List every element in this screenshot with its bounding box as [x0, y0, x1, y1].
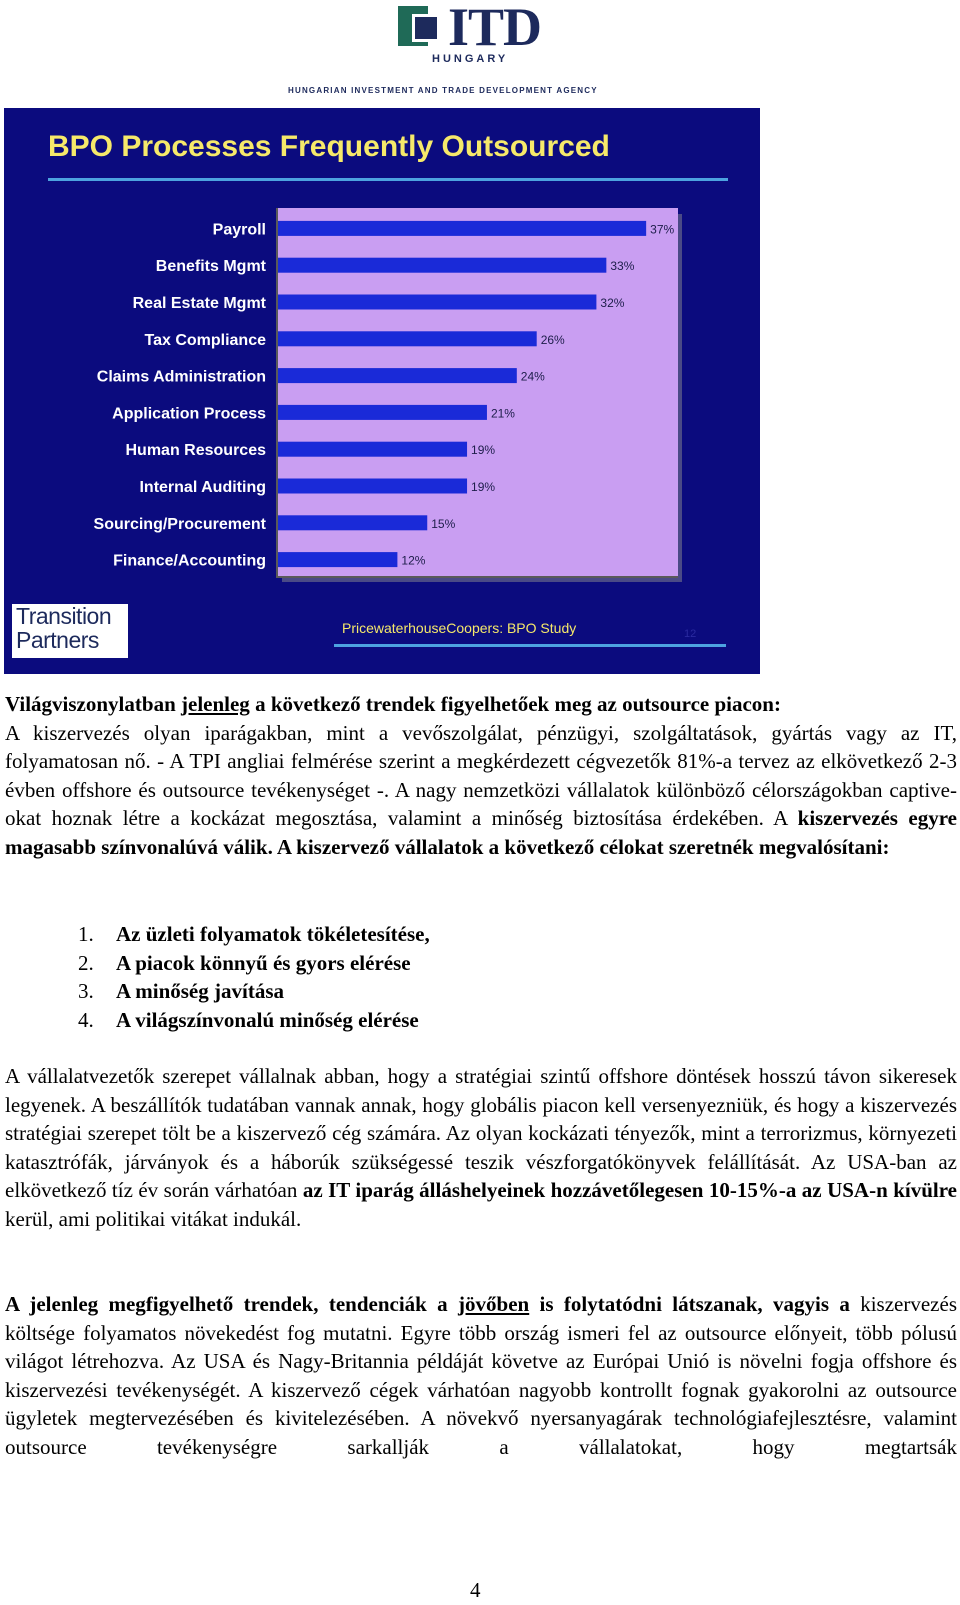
category-label: Application Process — [112, 405, 266, 423]
bar — [278, 221, 646, 236]
category-label: Internal Auditing — [139, 479, 266, 496]
paragraph-2: A vállalatvezetők szerepet vállalnak abban, hogy a stratégiai szintű offshore döntések hosszú távon sikeresek legyenek. A beszállítók tudatában vannak annak, hogy globális piacon kell versenyezniük, és hogy a kiszervezés stratégiai szerepet tölt be a kiszervező cég számára. Az olyan kockázati tényezők, mint a terrorizmus, környezeti katasztrófák, járványok és a háborúk szükségessé teszik vészforgatókönyvek felállítását. Az USA-ban az elkövetkező tíz év során várhatóan az IT iparág álláshelyeinek hozzávetőlegesen 10-15%-a az USA-n kívülre kerül, ami politikai vitákat indukál. — [5, 1064, 958, 1231]
bar-value-label: 32% — [600, 296, 625, 310]
itd-logo-agency: HUNGARIAN INVESTMENT AND TRADE DEVELOPMENT AGENCY — [288, 86, 598, 95]
itd-logo-country: HUNGARY — [432, 53, 509, 65]
category-label: Human Resources — [125, 442, 266, 460]
bar-value-label: 26% — [540, 332, 565, 347]
bar — [278, 405, 487, 420]
transition-partners-logo — [12, 604, 128, 658]
category-label: Claims Administration — [96, 368, 266, 386]
category-label: Payroll — [212, 221, 266, 239]
goals-list — [78, 920, 430, 1034]
list-item: 3. A minőség javítása — [78, 979, 284, 1003]
bar-value-label: 19% — [471, 480, 496, 494]
brand-line-1: Transition — [16, 603, 112, 629]
list-item: 1. Az üzleti folyamatok tökéletesítése, — [78, 922, 430, 946]
paragraph-1-heading: Világviszonylatban jelenleg a következő trendek figyelhetőek meg az outsource piacon: — [5, 692, 781, 716]
list-item: 4. A világszínvonalú minőség elérése — [78, 1007, 419, 1032]
bar — [278, 258, 606, 273]
bar — [278, 552, 397, 567]
category-label: Benefits Mgmt — [155, 258, 266, 276]
bar-value-label: 15% — [431, 516, 456, 531]
bar-value-label: 37% — [650, 222, 675, 237]
category-label: Sourcing/Procurement — [93, 515, 266, 533]
bar-value-label: 19% — [471, 443, 496, 458]
category-label: Finance/Accounting — [113, 552, 266, 570]
category-label: Real Estate Mgmt — [132, 295, 266, 312]
bar — [278, 479, 467, 494]
chart-source: PricewaterhouseCoopers: BPO Study — [342, 620, 577, 636]
chart-title: BPO Processes Frequently Outsourced — [48, 130, 610, 163]
paragraph-2-bold: az IT iparág álláshelyeinek hozzávetőlegesen 10-15%-a az USA-n kívülre — [302, 1178, 958, 1202]
bar-chart — [4, 108, 760, 674]
bar — [278, 442, 467, 457]
paragraph-1-text: A kiszervezés olyan iparágakban, mint a vevőszolgálat, pénzügyi, szolgáltatások, gyártás vagy az IT, folyamatosan nő. - A TPI angliai felmérése szerint a megkérdezett cégvezetők 81%-a tervez az elkövetkező 2-3 évben offshore és outsource tevékenységet -. A nagy nemzetközi vállalatok különböző célországokban captive-okat hoznak létre a kockázat megosztása, valamint a minőség biztosítása érdekében. A — [5, 720, 957, 830]
list-item: 2. A piacok könnyű és gyors elérése — [78, 950, 411, 975]
bar — [278, 368, 517, 383]
bar-value-label: 21% — [490, 406, 515, 421]
itd-logo — [0, 0, 960, 100]
brand-line-2: Partners — [16, 627, 99, 653]
bar-value-label: 12% — [401, 553, 426, 568]
bar — [278, 331, 537, 346]
bar — [278, 295, 596, 310]
footer-divider — [334, 644, 726, 647]
page-number: 4 — [470, 1578, 481, 1602]
paragraph-3-bold: A jelenleg megfigyelhető trendek, tendenciák a jövőben is folytatódni látszanak, vagyis a — [5, 1292, 850, 1316]
paragraph-1-bold: kiszervezés egyre magasabb színvonalúvá válik. A kiszervező vállalatok a következő célokat szeretnék megvalósítani: — [5, 806, 957, 859]
bar — [278, 515, 427, 530]
paragraph-3: A jelenleg megfigyelhető trendek, tendenciák a jövőben is folytatódni látszanak, vagyis a kiszervezés költsége folyamatos növekedést fog mutatni. Egyre több ország ismeri fel az outsource előnyeit, több pólusú világot létrehozva. Az USA és Nagy-Britannia példáját követve az Európai Unió is növelni fogja offshore és kiszervezési tevékenységét. A kiszervező cégek várhatóan nagyobb kontrollt fognak gyakorolni az outsource ügyletek megtervezésében és kivitelezésében. A növekvő nyersanyagárak technológiafejlesztésre, valamint outsource tevékenységre sarkallják a vállalatokat, hogy megtartsák — [5, 1292, 957, 1459]
bar-value-label: 33% — [610, 259, 635, 274]
itd-logo-mark-icon — [398, 6, 442, 46]
chart-slide — [4, 108, 760, 674]
itd-logo-text: ITD — [448, 0, 542, 57]
slide-number: 12 — [684, 628, 697, 640]
paragraph-1 — [5, 690, 957, 861]
category-label: Tax Compliance — [144, 331, 266, 349]
bar-value-label: 24% — [520, 369, 545, 384]
